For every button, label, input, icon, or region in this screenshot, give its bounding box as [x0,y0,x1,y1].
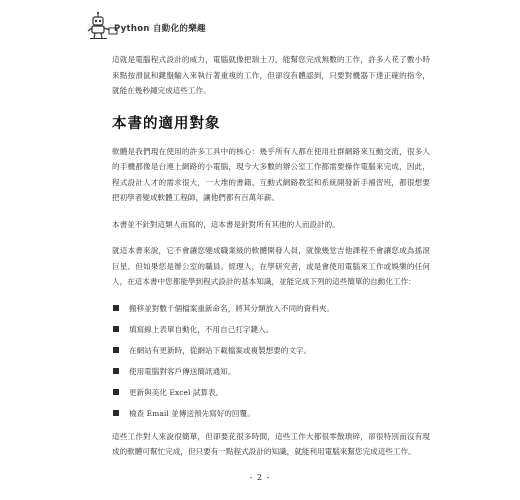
body-paragraph: 本書並不針對這類人而寫的，這本書是針對所有其他的人而設計的。 [112,219,340,229]
list-item-text: 檢查 Email 並傳送預先寫好的回覆。 [129,408,255,418]
bullet-square-icon [113,368,119,374]
page-content [112,52,430,471]
body-paragraph: 就這本書來說，它不會讓您變成職業級的軟體開發人員，就像幾堂吉他課程不會讓您成為搖滾巨星。但如果您是辦公室的職員、經理人，在學研究者，或是會使用電腦來工作或娛樂的任何人，在這本書中您都能學到程式設計的基本知識，並能完成下列的這些簡單的自動化工作： [112,246,430,286]
bullet-square-icon [113,389,119,395]
list-item-text: 填寫線上表單自動化，不用自己打字鍵入。 [129,324,274,334]
bullet-square-icon [113,305,119,311]
bullet-square-icon [113,326,119,332]
list-item [112,322,430,337]
list-item [112,385,430,400]
intro-paragraph: 這就是電腦程式設計的威力，電腦就像把瑞士刀，能幫您完成無數的工作，許多人花了數小時來點按滑鼠和鍵盤輸入來執行著重複的工作，但卻沒有體認到，只要對機器下達正確的指令，就能在幾秒鐘完成這些工作。 [112,55,430,95]
bullet-square-icon [113,347,119,353]
list-item-text: 更新與美化 Excel 試算表。 [129,387,224,397]
list-item-text: 搬移並對數千個檔案重新命名，將其分類放入不同的資料夾。 [129,303,335,313]
page-number: - 2 - [249,473,271,482]
task-bullet-list [112,301,430,421]
section-heading: 本書的適用對象 [112,115,221,132]
list-item [112,406,430,421]
body-paragraph: 軟體是我們現在使用的許多工具中的核心：幾乎所有人都在使用社群網路來互動交流，很多人的手機都像是台連上網路的小電腦，現今大多數的辦公室工作都需要操作電腦來完成，因此，程式設計人才的需求很大，一大堆的書籍、互動式網路教室和系統開發新手補習班，都很想要把初學者變成軟體工程師，讓他們都有百萬年薪。 [112,146,430,202]
list-item-text: 在網站有更新時，從網站下載檔案或複製想要的文字。 [129,345,312,355]
closing-paragraph: 這些工作對人來說很簡單，但卻要花很多時間，這些工作大都很零散瑣碎，卻很特別而沒有現成的軟體可幫忙完成，但只要有一點程式設計的知識，就能利用電腦來幫您完成這些工作。 [112,431,430,456]
list-item [112,364,430,379]
running-header [86,9,506,43]
book-title: Python 自動化的樂趣 [114,24,206,34]
list-item [112,301,430,316]
list-item [112,343,430,358]
bullet-square-icon [113,410,119,416]
list-item-text: 使用電腦對客戶傳送簡訊通知。 [129,366,236,376]
